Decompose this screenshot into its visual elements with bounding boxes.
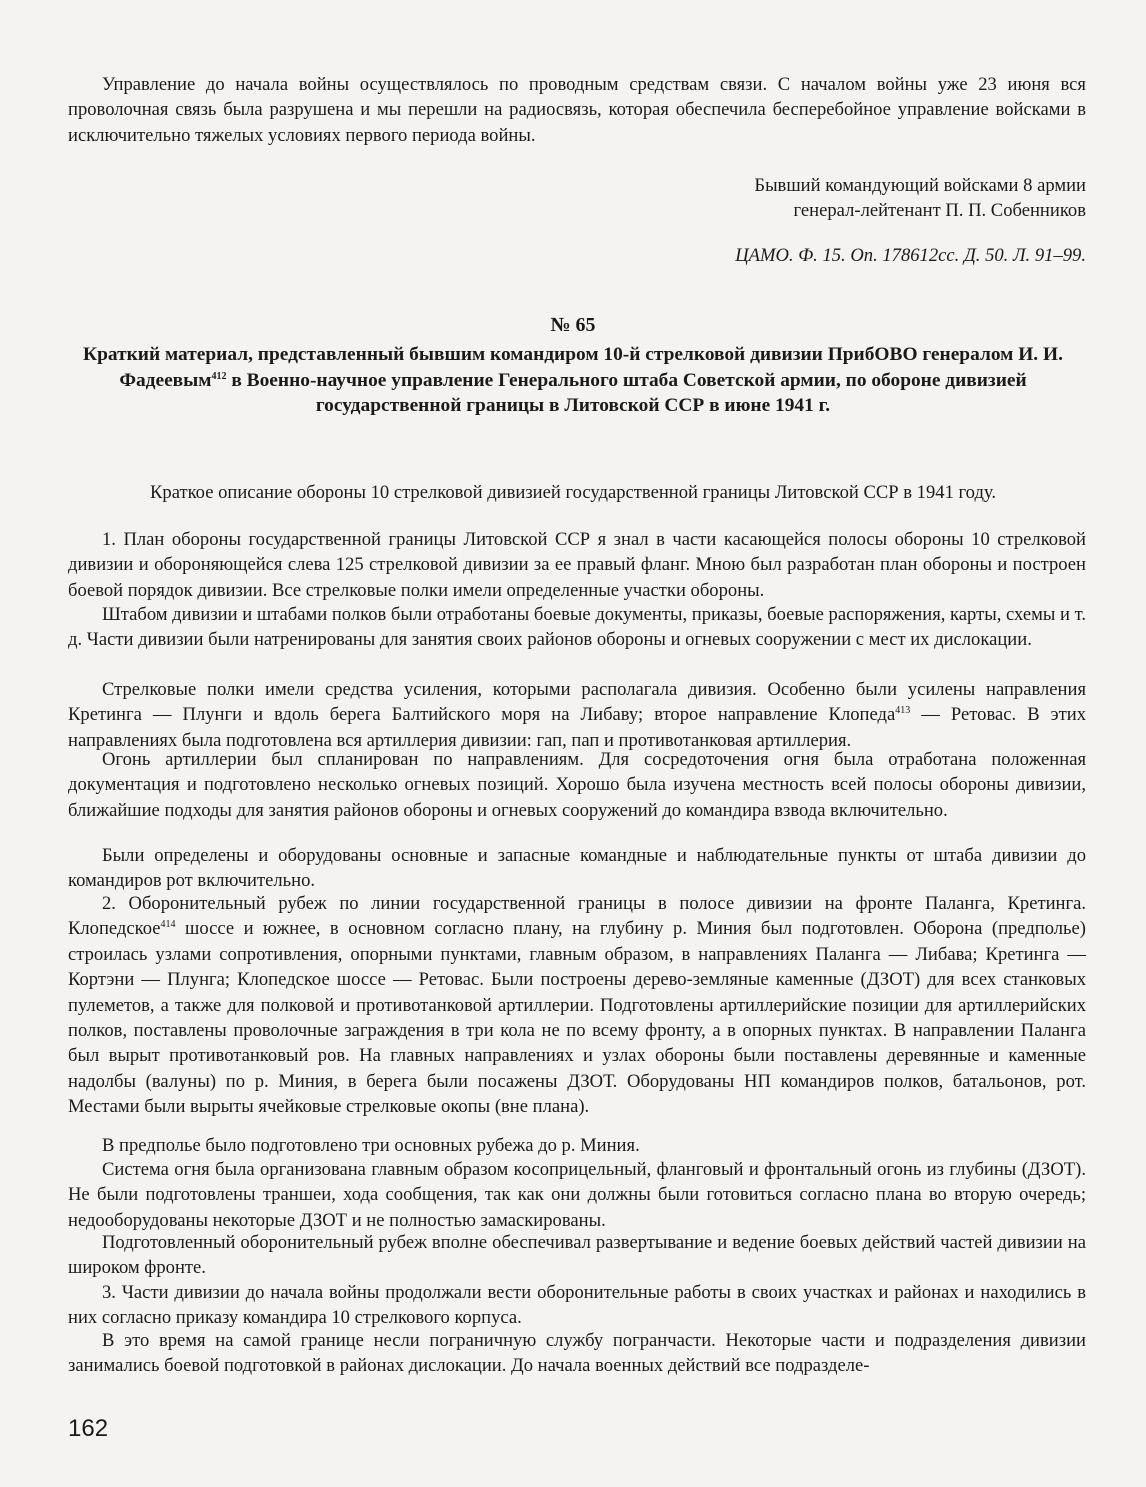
paragraph-9: Подготовленный оборонительный рубеж вполне обеспечивал развертывание и ведение боевых действий частей дивизии на широком фронте.	[68, 1232, 1086, 1279]
signature-block	[754, 173, 1086, 224]
paragraph-5: Были определены и оборудованы основные и запасные командные и наблюдательные пункты от штаба дивизии до командиров рот включительно.	[68, 845, 1086, 892]
paragraph-3	[68, 677, 1086, 753]
page-number: 162	[68, 1415, 109, 1442]
document-number: № 65	[550, 314, 596, 336]
intro-paragraph: Управление до начала войны осуществлялось по проводным средствам связи. С началом войны уже 23 июня вся проволочная связь была разрушена и мы перешли на радиосвязь, которая обеспечила бесперебойное управление войсками в исключительно тяжелых условиях первого периода войны.	[68, 74, 1086, 146]
signature-line-2: генерал-лейтенант П. П. Собенников	[793, 200, 1086, 222]
paragraph-11: В это время на самой границе несли пограничную службу погранчасти. Некоторые части и подразделения дивизии занимались боевой подготовкой в районах дислокации. До начала военных действий все подразделе-	[68, 1330, 1086, 1377]
document-title	[80, 342, 1066, 419]
paragraph-6-part-2: шоссе и южнее, в основном согласно плану, на глубину р. Миния был подготовлен. Оборона (предполье) строилась узлами сопротивления, опорными пунктами, главным образом, в направлениях Паланга — Либава; Кретинга — Кортэни — Плунга; Клопедское шоссе — Ретовас. Были построены дерево-земляные каменные (ДЗОТ) для всех станковых пулеметов, а также для полковой и противотанковой артиллерии. Подготовлены артиллерийские позиции для артиллерийских полков, поставлены проволочные заграждения в три кола не по всему фронту, а в опорных пунктах. В направлении Паланга был вырыт противотанковый ров. На главных направлениях и узлах обороны были поставлены деревянные и каменные надолбы (валуны) по р. Миния, в берега были посажены ДЗОТ. Оборудованы НП командиров полков, батальонов, рот. Местами были вырыты ячейковые стрелковые окопы (вне плана).	[68, 918, 1086, 1118]
title-part-2: в Военно-научное управление Генерального штаба Советской армии, по обороне дивизией государственной границы в Литовской ССР в июне 1941 г.	[226, 369, 1027, 416]
signature-line-1: Бывший командующий войсками 8 армии	[754, 175, 1086, 196]
summary-line: Краткое описание обороны 10 стрелковой дивизией государственной границы Литовской ССР в 1941 году.	[150, 482, 996, 503]
paragraph-3-part-2: — Ретовас. В этих направлениях была подготовлена вся артиллерия дивизии: гап, пап и противотанковая артиллерия.	[68, 704, 1086, 751]
footnote-ref-412: 412	[211, 370, 227, 382]
paragraph-7: В предполье было подготовлено три основных рубежа до р. Миния.	[102, 1135, 640, 1156]
archive-reference: ЦАМО. Ф. 15. Оп. 178612сс. Д. 50. Л. 91–99.	[735, 245, 1086, 266]
paragraph-6	[68, 891, 1086, 1120]
title-part-1: Краткий материал, представленный бывшим командиром 10-й стрелковой дивизии ПрибОВО генералом И. И. Фадеевым	[83, 344, 1063, 391]
paragraph-8: Система огня была организована главным образом косоприцельный, фланговый и фронтальный огонь из глубины (ДЗОТ). Не были подготовлены траншеи, хода сообщения, так как они должны были готовиться согласно плана во вторую очередь; недооборудованы некоторые ДЗОТ и не полностью замаскированы.	[68, 1159, 1086, 1231]
footnote-ref-414: 414	[160, 919, 176, 931]
paragraph-10: 3. Части дивизии до начала войны продолжали вести оборонительные работы в своих участках и районах и находились в них согласно приказу командира 10 стрелкового корпуса.	[68, 1282, 1086, 1329]
paragraph-2: Штабом дивизии и штабами полков были отработаны боевые документы, приказы, боевые распоряжения, карты, схемы и т. д. Части дивизии были натренированы для занятия своих районов обороны и огневых сооружении с мест их дислокации.	[68, 604, 1086, 651]
paragraph-4: Огонь артиллерии был спланирован по направлениям. Для сосредоточения огня была отработана положенная документация и подготовлено несколько огневых позиций. Хорошо была изучена местность всей полосы обороны дивизии, ближайшие подходы для занятия районов обороны и огневых сооружений до командира взвода включительно.	[68, 749, 1086, 821]
paragraph-3-part-1: Стрелковые полки имели средства усиления, которыми располагала дивизия. Особенно были усилены направления Кретинга — Плунги и вдоль берега Балтийского моря на Либаву; второе направление Клопеда	[68, 679, 1086, 726]
paragraph-1: 1. План обороны государственной границы Литовской ССР я знал в части касающейся полосы обороны 10 стрелковой дивизии и обороняющейся слева 125 стрелковой дивизии за ее правый фланг. Мною был разработан план обороны и построен боевой порядок дивизии. Все стрелковые полки имели определенные участки обороны.	[68, 529, 1086, 601]
paragraph-6-part-1: 2. Оборонительный рубеж по линии государственной границы в полосе дивизии на фронте Паланга, Кретинга. Клопедское	[68, 893, 1086, 940]
footnote-ref-413: 413	[895, 705, 911, 717]
